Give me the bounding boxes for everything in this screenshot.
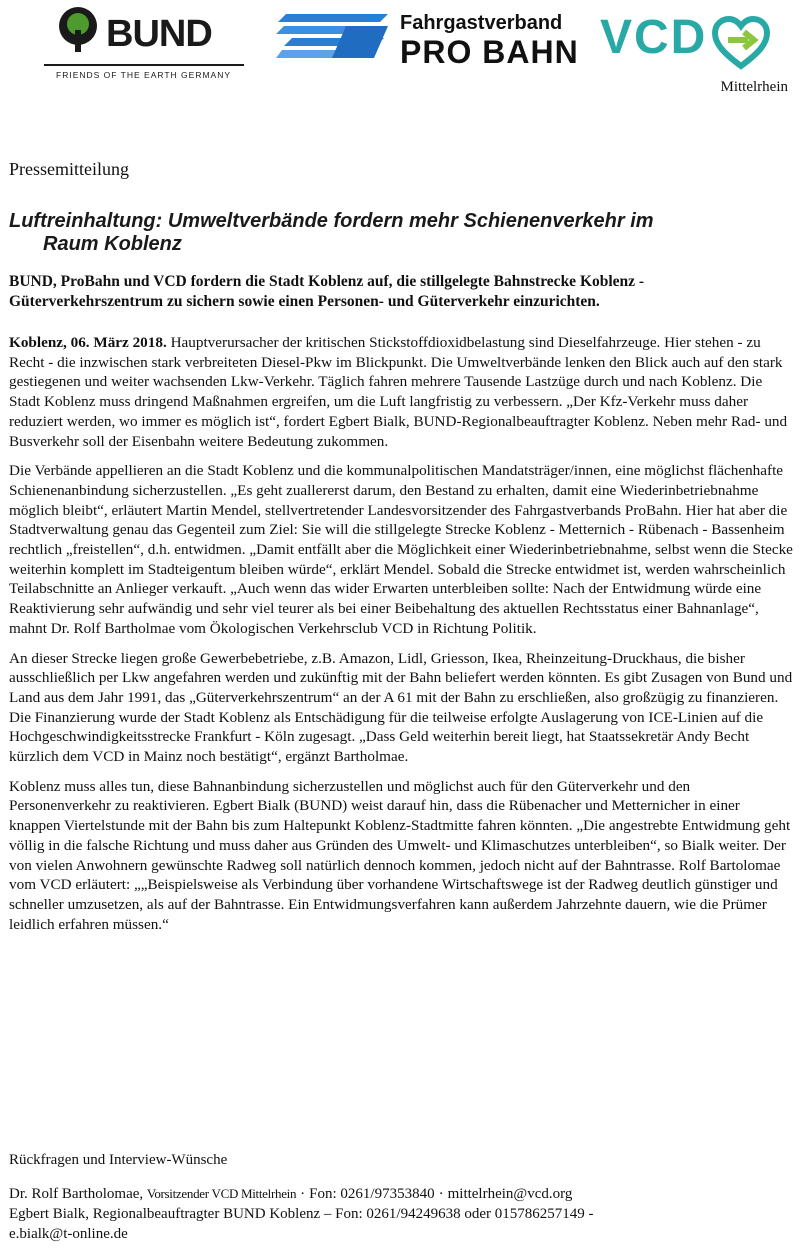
paragraph-1 [9,333,793,451]
paragraph-1-text: Hauptverursacher der kritischen Stickstoffdioxidbelastung sind Dieselfahrzeuge. Hier stehen - zu Recht - die inzwischen stark verbreiteten Diesel-Pkw im Blickpunkt. Die Umweltverbände lenken den Blick auch auf den stark gestiegenen und weiter wachsenden Lkw-Verkehr. Täglich fahren mehrere Tausende Lastzüge durch und nach Koblenz. Die Stadt Koblenz muss dringend Maßnahmen ergreifen, um die Luft langfristig zu verbessern. „Der Kfz-Verkehr muss daher reduziert werden, wo immer es möglich ist“, fordert Egbert Bialk, BUND-Regionalbeauftragter Koblenz. Neben mehr Rad- und Busverkehr soll der Eisenbahn weitere Bedeutung zukommen. [9,334,788,450]
contact-name-1: Dr. Rolf Bartholomae, [9,1186,144,1202]
document-type: Pressemitteilung [9,159,129,179]
contact-block [9,1150,793,1244]
separator-dot: · [300,1186,306,1202]
paragraph-3: An dieser Strecke liegen große Gewerbebetriebe, z.B. Amazon, Lidl, Griesson, Ikea, Rheinzeitung-Druckhaus, die bisher ausschließlich per Lkw angefahren werden und zukünftig mit der Bahn beliefert werden könnten. Es gibt Zusagen von Bund und Land aus dem Jahr 1991, das „Güterverkehrszentrum“ an der A 61 mit der Bahn zu erschließen, also großzügig zu finanzieren. Die Finanzierung wurde der Stadt Koblenz als Entschädigung für die teilweise erfolgte Auslagerung von ICE-Linien auf die Hochgeschwindigkeitsstrecke Frankfurt - Köln zugesagt. „Dass Geld weiterhin bereit liegt, hat Staatssekretär Andy Becht kürzlich dem VCD in Mainz noch bestätigt“, ergänzt Bartholmae. [9,649,793,766]
bund-tree-icon [56,6,100,54]
article-body [9,333,793,944]
probahn-line2: PRO BAHN [400,34,579,70]
contact-email-2[interactable]: e.bialk@t-online.de [9,1226,128,1242]
contact-line-2: Egbert Bialk, Regionalbeauftragter BUND Koblenz – Fon: 0261/94249638 oder 015786257149 - [9,1206,594,1222]
headline-line-1: Luftreinhaltung: Umweltverbände fordern mehr Schienenverkehr im [9,210,654,232]
probahn-logo [276,8,579,70]
contact-line-1 [9,1184,793,1204]
contact-email-1[interactable]: mittelrhein@vcd.org [447,1186,573,1202]
paragraph-4: Koblenz muss alles tun, diese Bahnanbindung sicherzustellen und möglichst auch für den Güterverkehr und den Personenverkehr zu reaktivieren. Egbert Bialk (BUND) weist darauf hin, dass die Rübenacher und Metternicher in einer knappen Viertelstunde mit der Bahn bis zum Haltepunkt Koblenz-Stadtmitte fahren könnten. „Die angestrebte Entwidmung geht völlig in die falsche Richtung und muss daher aus Gründen des Umwelt- und Klimaschutzes unterbleiben“, so Bialk weiter. Der von vielen Anwohnern gewünschte Radweg soll natürlich dennoch kommen, jedoch nicht auf der Bahntrasse. Rolf Bartolomae vom VCD erläutert: „„Beispielsweise als Verbindung über vorhandene Wirtschaftswege ist der Radweg deutlich günstiger und schneller umzusetzen, als auf der Bahntrasse. Ein Entwidmungsverfahren kann außerdem Jahrzehnte dauern, wie die Prümer leidlich erfahren müssen.“ [9,777,791,933]
lead-paragraph: BUND, ProBahn und VCD fordern die Stadt Koblenz auf, die stillgelegte Bahnstrecke Koblenz - Güterverkehrszentrum zu sichern sowie einen Personen- und Güterverkehr einzurichten. [9,273,645,310]
logo-bar [0,0,810,95]
vcd-logo [600,10,780,70]
vcd-wordmark: VCD [600,11,708,64]
contact-role-1: Vorsitzender VCD Mittelrhein [146,1186,297,1201]
headline-line-2: Raum Koblenz [43,233,182,255]
headline [9,210,789,256]
heart-arrow-icon [712,16,770,70]
probahn-line1: Fahrgastverband [400,12,563,34]
paragraph-2: Die Verbände appellieren an die Stadt Koblenz und die kommunalpolitischen Mandatsträger/innen, eine möglichst flächenhafte Schienenanbindung sicherzustellen. „Es geht zuallererst darum, den Bestand zu erhalten, damit eine Wiederinbetriebnahme möglich bleibt“, erläutert Martin Mendel, stellvertretender Landesvorsitzender des Fahrgastverbands ProBahn. Hier hat aber die Stadtverwaltung genau das Gegenteil zum Ziel: Sie will die stillgelegte Strecke Koblenz - Metternich - Rübenach - Bassenheim rechtlich „freistellen“, d.h. entwidmen. „Damit entfällt aber die Möglichkeit einer Wiederinbetriebnahme, selbst wenn die Stecke weiterhin komplett im Stadteigentum bleiben würde“, erklärt Mendel. Sobald die Strecke entwidmet ist, werden wahrscheinlich Teilabschnitte an Anlieger verkauft. „Auch wenn das wider Erwarten unterbleiben sollte: Nach der Entwidmung würde eine Reaktivierung sehr aufwändig und sehr viel teurer als bei einer Beibehaltung des aktuellen Rechtsstatus einer Bahnanlage“, mahnt Dr. Rolf Bartholmae vom Ökologischen Verkehrsclub VCD in Richtung Politik. [9,462,793,637]
dateline: Koblenz, 06. März 2018. [9,334,167,351]
bund-subtitle: FRIENDS OF THE EARTH GERMANY [56,70,232,80]
bund-wordmark: BUND [106,13,212,55]
contact-phone-1: Fon: 0261/97353840 [309,1186,435,1202]
contact-title: Rückfragen und Interview-Wünsche [9,1152,228,1168]
bund-logo [44,6,244,80]
probahn-stripes-icon [276,12,388,64]
bund-divider [44,64,244,66]
separator-dot: · [438,1186,444,1202]
region-label: Mittelrhein [720,79,788,95]
